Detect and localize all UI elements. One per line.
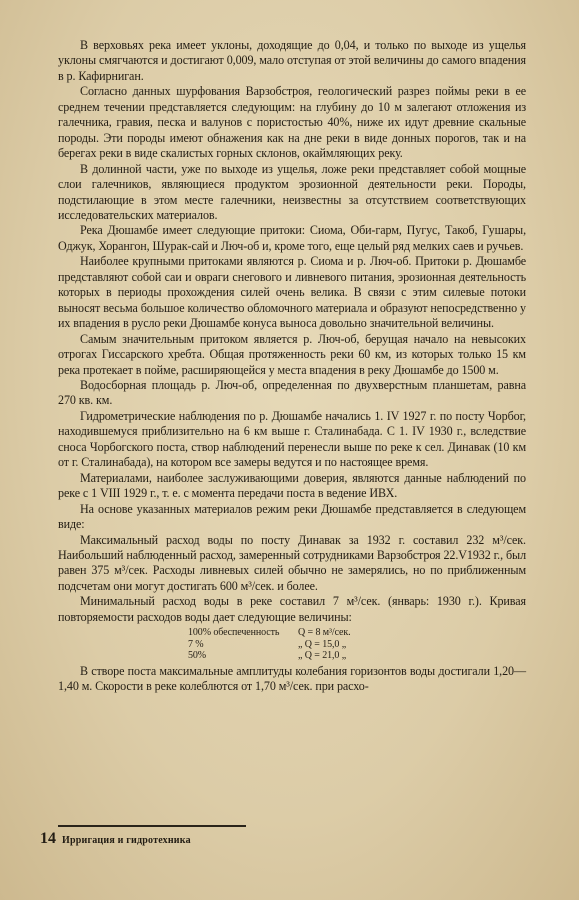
paragraph: Водосборная площадь р. Люч-об, определенная по двухверстным планшетам, равна 270 кв. км. (58, 377, 526, 408)
page-footer (40, 825, 240, 848)
frequency-row (188, 639, 526, 651)
paragraph: Согласно данных шурфования Варзобстроя, геологический разрез поймы реки в ее среднем течении представляется следующим: на глубину до 10 м залегают отложения из галечника, гравия, песка и валунов с пористостью 40%, ниже их идут древние скальные породы. Эти породы имеют обнажения как на дне реки в виде донных порогов, так и на берегах реки в виде скалистых горных склонов, окаймляющих реку. (58, 84, 526, 161)
body-text (58, 38, 526, 695)
journal-title: Ирригация и гидротехника (62, 835, 191, 846)
frequency-value: Q = 8 м³/сек. (298, 627, 351, 639)
paragraph: Материалами, наиболее заслуживающими доверия, являются данные наблюдений по реке с 1 VIII 1929 г., т. е. с момента передачи поста в ведение ИВХ. (58, 470, 526, 501)
frequency-value: „ Q = 15,0 „ (298, 638, 347, 650)
page-number: 14 (40, 830, 56, 847)
paragraph: В створе поста максимальные амплитуды колебания горизонтов воды достигали 1,20—1,40 м. Скорости в реке колеблются от 1,70 м³/сек. при расхо- (58, 663, 526, 694)
frequency-value: „ Q = 21,0 „ (298, 650, 347, 662)
paragraph: В верховьях река имеет уклоны, доходящие до 0,04, и только по выходе из ущелья уклоны смягчаются и достигают 0,009, мало отступая от этой величины до самого впадения в р. Кафирниган. (58, 38, 526, 83)
frequency-label: 50% (188, 650, 207, 662)
paragraph: Минимальный расход воды в реке составил 7 м³/сек. (январь: 1930 г.). Кривая повторяемости расходов воды дает следующие величины: (58, 594, 526, 624)
paragraph: На основе указанных материалов режим реки Дюшамбе представляется в следующем виде: (58, 501, 526, 532)
paragraph: Максимальный расход воды по посту Динавак за 1932 г. составил 232 м³/сек. Наибольший наблюденный расход, замеренный сотрудниками Варзобстроя 22.V1932 г., был равен 375 м³/сек. Расходы ливневых силей обычно не замерялись, но по приближенным подсчетам они могут достигать 600 м³/сек. и более. (58, 532, 526, 593)
frequency-label: 100% обеспеченность (188, 627, 280, 639)
frequency-label: 7 % (188, 638, 204, 650)
paragraph: В долинной части, уже по выходе из ущелья, ложе реки представляет собой мощные слои галечников, являющиеся продуктом эрозионной деятельности реки. Породы, подстилающие в этом месте галечники, неизвестны за отсутствием соответствующих исследовательских материалов. (58, 161, 526, 222)
footer-rule (58, 825, 246, 827)
paragraph: Самым значительным притоком является р. Люч-об, берущая начало на невысоких отрогах Гиссарского хребта. Общая протяженность реки 60 км, из которых только 15 км река протекает в пойме, расширяющейся у места впадения в реку Дюшамбе до 1500 м. (58, 331, 526, 377)
frequency-table (188, 627, 526, 662)
frequency-row (188, 650, 526, 662)
frequency-row (188, 627, 526, 639)
paragraph: Наиболее крупными притоками являются р. Сиома и р. Люч-об. Притоки р. Дюшамбе представляют собой саи и овраги снегового и ливневого питания, эрозионная деятельность которых в периоды прохождения силей очень велика. В связи с этим силевые потоки выносят весьма большое количество обломочного материала и образуют непосредственно у их впадения в русло реки Дюшамбе конуса выноса довольно значительной величины. (58, 254, 526, 331)
paragraph: Река Дюшамбе имеет следующие притоки: Сиома, Оби-гарм, Пугус, Такоб, Гушары, Оджук, Хорангон, Шурак-сай и Люч-об и, кроме того, еще целый ряд мелких саев и ручьев. (58, 223, 526, 253)
paragraph: Гидрометрические наблюдения по р. Дюшамбе начались 1. IV 1927 г. по посту Чорбог, находившемуся приблизительно на 6 км выше г. Сталинабада. С 1. IV 1930 г., вследствие сноса Чорбогского поста, створ наблюдений перенесли выше по реке к сел. Динавак (10 км от г. Сталинабада), на котором все замеры ведутся и по настоящее время. (58, 408, 526, 470)
